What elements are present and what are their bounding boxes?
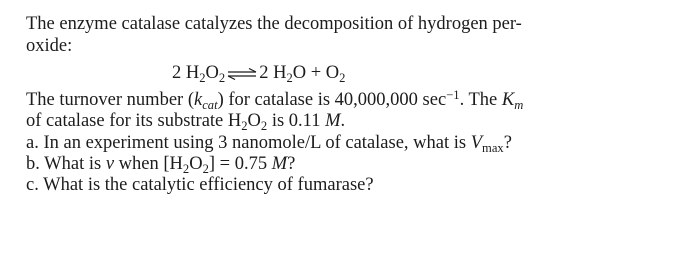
question-a: a. In an experiment using 3 nanomole/L of catalase, what is $V_{max}$? bbox=[26, 133, 512, 155]
reaction-equation bbox=[172, 62, 345, 84]
equilibrium-arrow-icon bbox=[227, 68, 257, 80]
turnover-line: The turnover number $(k_{cat})$ for catalase is 40,000,000 $\sec^{-1}$. The $K_m$ bbox=[26, 88, 524, 112]
intro-line-1: The enzyme catalase catalyzes the decomposition of hydrogen per- bbox=[26, 14, 522, 34]
question-c: c. What is the catalytic efficiency of fumarase? bbox=[26, 175, 374, 195]
products: 2 $H_2O + O_2$ bbox=[259, 63, 346, 85]
km-line: of catalase for its substrate $H_2O_2$ is 0.11 M. bbox=[26, 111, 346, 133]
reactant: 2 $H_2O_2$ bbox=[172, 63, 226, 85]
intro-line-2: oxide: bbox=[26, 36, 73, 56]
question-b: b. What is v when $[H_2O_2] = 0.75$ M? bbox=[26, 154, 296, 176]
